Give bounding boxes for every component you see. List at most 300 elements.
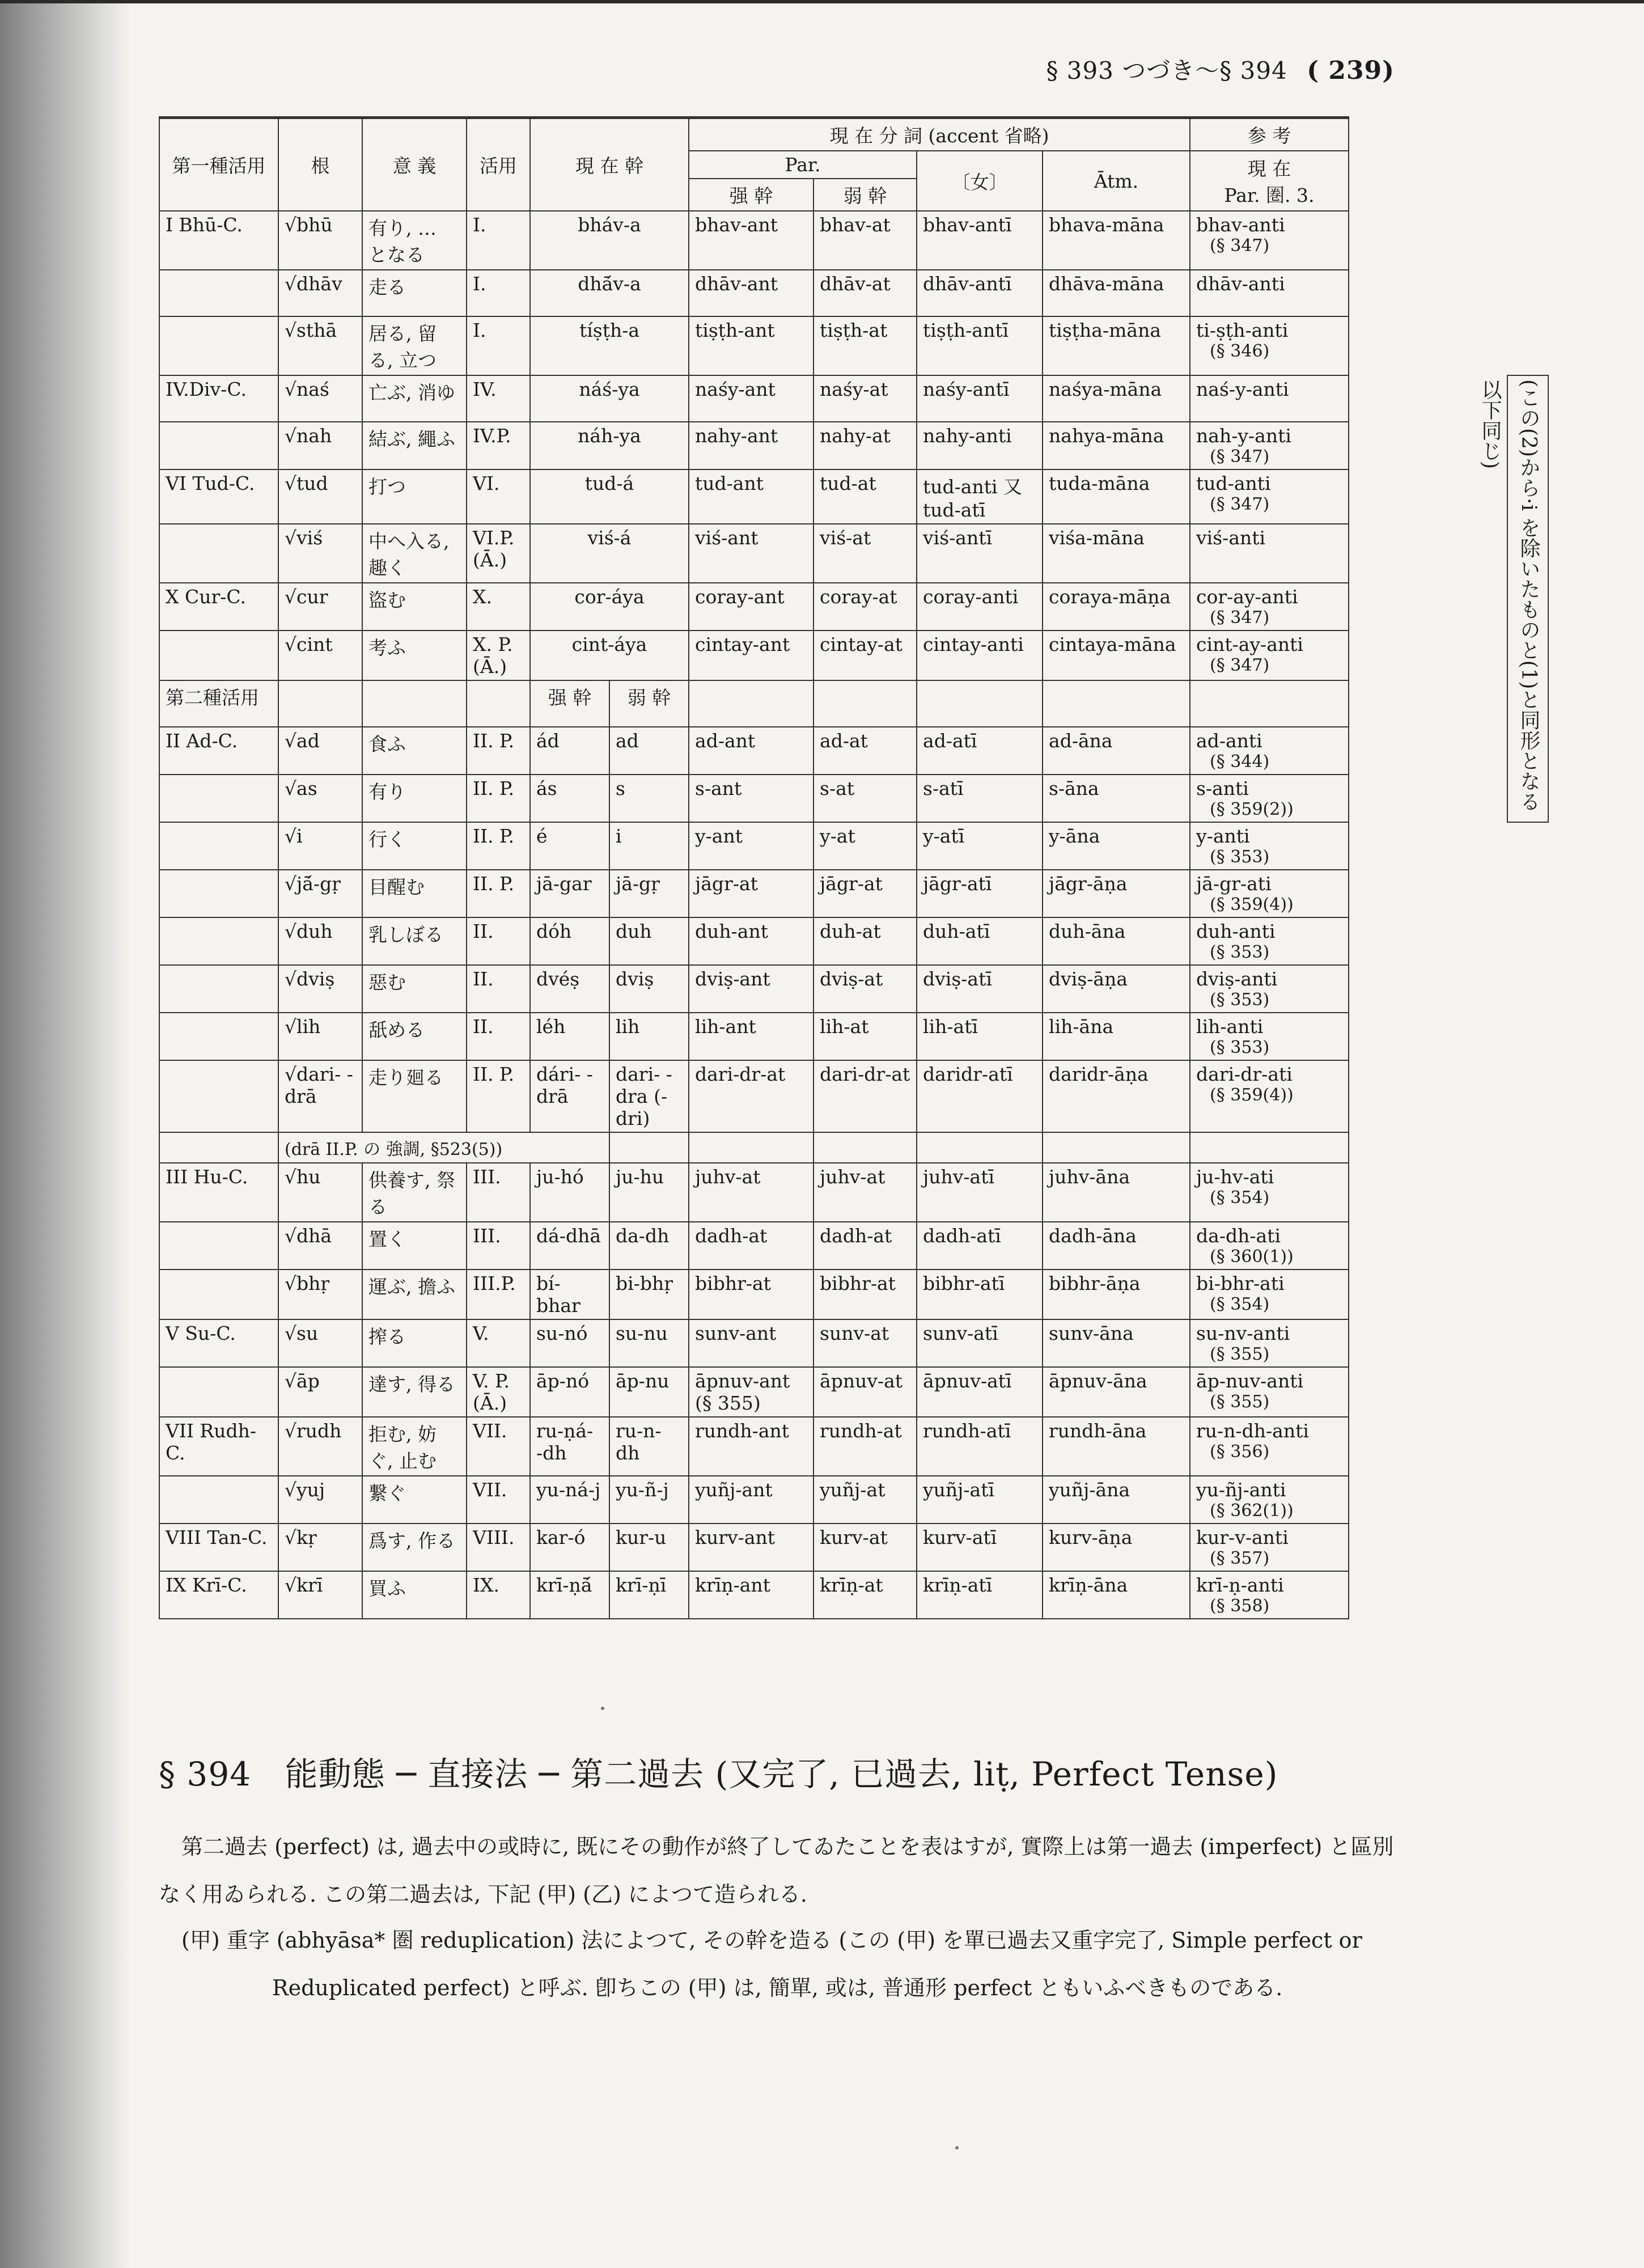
ref-form: viś-anti bbox=[1196, 527, 1266, 549]
atm-cell: bhava-māna bbox=[1043, 211, 1190, 270]
atm-cell: sunv-āna bbox=[1043, 1319, 1190, 1367]
ref-cell bbox=[1190, 524, 1349, 583]
meaning-cell: 亡ぶ, 消ゆ bbox=[362, 375, 467, 422]
weak-stem-cell: duh bbox=[609, 917, 689, 965]
fem-cell: dviṣ-atī bbox=[917, 965, 1043, 1013]
weak-stem-cell: yu-ñ-j bbox=[609, 1476, 689, 1524]
strong-cell: tud-ant bbox=[689, 469, 813, 524]
strong-cell: dari-dr-at bbox=[689, 1060, 813, 1132]
weak-cell: yuñj-at bbox=[813, 1476, 917, 1524]
strong-stem-cell: é bbox=[530, 822, 609, 870]
root-note: (drā II.P. の 強調, §523(5)) bbox=[278, 1132, 609, 1163]
conj-cell: III. bbox=[467, 1163, 530, 1222]
conj-cell: II. bbox=[467, 965, 530, 1013]
meaning-cell: 舐める bbox=[362, 1013, 467, 1060]
class-cell bbox=[159, 524, 278, 583]
weak-cell: nahy-at bbox=[813, 422, 917, 469]
weak-stem-cell: bi-bhṛ bbox=[609, 1270, 689, 1319]
class-cell: II Ad-C. bbox=[159, 727, 278, 775]
strong-cell: lih-ant bbox=[689, 1013, 813, 1060]
ref-section: (§ 354) bbox=[1210, 1188, 1270, 1208]
strong-cell: dadh-at bbox=[689, 1222, 813, 1270]
class-cell: VIII Tan-C. bbox=[159, 1524, 278, 1571]
table-row bbox=[159, 965, 1349, 1013]
stem-cell: cint-áya bbox=[530, 631, 689, 680]
class-cell bbox=[159, 270, 278, 316]
ref-cell bbox=[1190, 965, 1349, 1013]
fem-cell: cintay-anti bbox=[917, 631, 1043, 680]
strong-stem-cell: dvéṣ bbox=[530, 965, 609, 1013]
strong-cell: ad-ant bbox=[689, 727, 813, 775]
table-row bbox=[159, 727, 1349, 775]
strong-stem-cell: ád bbox=[530, 727, 609, 775]
root-cell: √as bbox=[278, 775, 362, 822]
strong-cell: cintay-ant bbox=[689, 631, 813, 680]
ref-cell bbox=[1190, 631, 1349, 680]
ref-cell bbox=[1190, 375, 1349, 422]
conj-cell: IV.P. bbox=[467, 422, 530, 469]
conj-cell: V. P. (Ā.) bbox=[467, 1367, 530, 1417]
ref-form: nah-y-anti bbox=[1196, 425, 1291, 447]
class-cell: V Su-C. bbox=[159, 1319, 278, 1367]
fem-cell: lih-atī bbox=[917, 1013, 1043, 1060]
meaning-cell: 有り, … となる bbox=[362, 211, 467, 270]
strong-cell: bibhr-at bbox=[689, 1270, 813, 1319]
ref-section: (§ 347) bbox=[1210, 236, 1270, 256]
ref-form: jā-gr-ati bbox=[1196, 873, 1272, 895]
meaning-cell: 運ぶ, 擔ふ bbox=[362, 1270, 467, 1319]
stem-cell: viś-á bbox=[530, 524, 689, 583]
class-cell bbox=[159, 1476, 278, 1524]
strong-cell: yuñj-ant bbox=[689, 1476, 813, 1524]
weak-cell: rundh-at bbox=[813, 1417, 917, 1476]
conj-cell: II. P. bbox=[467, 727, 530, 775]
conj-cell: V. bbox=[467, 1319, 530, 1367]
ref-cell bbox=[1190, 727, 1349, 775]
strong-stem-cell: yu-ná-j bbox=[530, 1476, 609, 1524]
weak-cell: duh-at bbox=[813, 917, 917, 965]
root-cell: √āp bbox=[278, 1367, 362, 1417]
strong-stem-cell: jā-gar bbox=[530, 870, 609, 917]
meaning-cell: 買ふ bbox=[362, 1571, 467, 1619]
strong-stem-cell: krī-ṇā́ bbox=[530, 1571, 609, 1619]
root-cell: √naś bbox=[278, 375, 362, 422]
stem-strong-head: 强 幹 bbox=[530, 680, 609, 727]
blank-cell bbox=[609, 1132, 689, 1163]
meaning-cell: 供養す, 祭る bbox=[362, 1163, 467, 1222]
class-cell bbox=[159, 870, 278, 917]
fem-cell: rundh-atī bbox=[917, 1417, 1043, 1476]
meaning-cell: 居る, 留る, 立つ bbox=[362, 316, 467, 375]
blank-cell bbox=[813, 1132, 917, 1163]
atm-cell: ad-āna bbox=[1043, 727, 1190, 775]
section-number: § 394 bbox=[159, 1755, 252, 1793]
ref-form: ad-anti bbox=[1196, 730, 1262, 752]
fem-cell: jāgr-atī bbox=[917, 870, 1043, 917]
weak-stem-cell: i bbox=[609, 822, 689, 870]
strong-cell: viś-ant bbox=[689, 524, 813, 583]
table-row bbox=[159, 870, 1349, 917]
root-cell: √rudh bbox=[278, 1417, 362, 1476]
root-cell: √dviṣ bbox=[278, 965, 362, 1013]
strong-cell: s-ant bbox=[689, 775, 813, 822]
class-cell bbox=[159, 1270, 278, 1319]
fem-cell: bhav-antī bbox=[917, 211, 1043, 270]
class-cell: IV.Div-C. bbox=[159, 375, 278, 422]
table-row bbox=[159, 316, 1349, 375]
blank-cell bbox=[1190, 1132, 1349, 1163]
stem-cell: tud-á bbox=[530, 469, 689, 524]
table-row bbox=[159, 469, 1349, 524]
strong-cell: tiṣṭh-ant bbox=[689, 316, 813, 375]
root-cell: √yuj bbox=[278, 1476, 362, 1524]
table-row bbox=[159, 1270, 1349, 1319]
strong-cell: dhāv-ant bbox=[689, 270, 813, 316]
root-cell: √lih bbox=[278, 1013, 362, 1060]
ref-form: kur-v-anti bbox=[1196, 1526, 1289, 1548]
root-cell: √kṛ bbox=[278, 1524, 362, 1571]
meaning-cell: 繋ぐ bbox=[362, 1476, 467, 1524]
class-cell bbox=[159, 1222, 278, 1270]
col-ref-sub bbox=[1190, 151, 1349, 211]
conj-cell: X. bbox=[467, 583, 530, 631]
ref-section: (§ 362(1)) bbox=[1210, 1501, 1294, 1521]
weak-cell: sunv-at bbox=[813, 1319, 917, 1367]
atm-cell: lih-āna bbox=[1043, 1013, 1190, 1060]
weak-cell: jāgr-at bbox=[813, 870, 917, 917]
weak-cell: bibhr-at bbox=[813, 1270, 917, 1319]
root-cell: √i bbox=[278, 822, 362, 870]
col-atm: Ātm. bbox=[1043, 151, 1190, 211]
conj-cell: VII. bbox=[467, 1417, 530, 1476]
root-cell: √tud bbox=[278, 469, 362, 524]
ref-form: dhāv-anti bbox=[1196, 273, 1285, 295]
fem-cell: dadh-atī bbox=[917, 1222, 1043, 1270]
table-row bbox=[159, 583, 1349, 631]
note-row bbox=[159, 1132, 1349, 1163]
fem-cell: ad-atī bbox=[917, 727, 1043, 775]
table-row bbox=[159, 1524, 1349, 1571]
ref-cell bbox=[1190, 1571, 1349, 1619]
ref-cell bbox=[1190, 1524, 1349, 1571]
root-cell: √bhṛ bbox=[278, 1270, 362, 1319]
root-cell: √viś bbox=[278, 524, 362, 583]
ref-section: (§ 353) bbox=[1210, 942, 1270, 962]
weak-cell: dadh-at bbox=[813, 1222, 917, 1270]
ref-section: (§ 347) bbox=[1210, 447, 1270, 467]
strong-cell: kurv-ant bbox=[689, 1524, 813, 1571]
page-number: ( 239) bbox=[1307, 56, 1395, 85]
atm-cell: cintaya-māna bbox=[1043, 631, 1190, 680]
ref-section: (§ 347) bbox=[1210, 494, 1270, 514]
atm-cell: dhāva-māna bbox=[1043, 270, 1190, 316]
ref-section: (§ 346) bbox=[1210, 341, 1270, 361]
fem-cell: dhāv-antī bbox=[917, 270, 1043, 316]
conj-cell: II. bbox=[467, 917, 530, 965]
ref-cell bbox=[1190, 775, 1349, 822]
strong-stem-cell: ás bbox=[530, 775, 609, 822]
atm-cell: viśa-māna bbox=[1043, 524, 1190, 583]
stem-cell: bháv-a bbox=[530, 211, 689, 270]
atm-cell: jāgr-āṇa bbox=[1043, 870, 1190, 917]
root-cell: √bhū bbox=[278, 211, 362, 270]
ref-form: ju-hv-ati bbox=[1196, 1166, 1274, 1188]
meaning-cell: 結ぶ, 繩ふ bbox=[362, 422, 467, 469]
ref-section: (§ 354) bbox=[1210, 1294, 1270, 1314]
conj-cell: IV. bbox=[467, 375, 530, 422]
stem-cell: náś-ya bbox=[530, 375, 689, 422]
weak-cell: dari-dr-at bbox=[813, 1060, 917, 1132]
ref-cell bbox=[1190, 1222, 1349, 1270]
fem-cell: tud-anti 又 tud-atī bbox=[917, 469, 1043, 524]
ref-form: da-dh-ati bbox=[1196, 1225, 1281, 1247]
weak-cell: juhv-at bbox=[813, 1163, 917, 1222]
section-title: 能動態 ─ 直接法 ─ 第二過去 (又完了, 已過去, liṭ, Perfect Tense) bbox=[285, 1755, 1278, 1793]
table-row bbox=[159, 1060, 1349, 1132]
col-meaning: 意 義 bbox=[362, 118, 467, 211]
blank-cell bbox=[278, 680, 362, 727]
meaning-cell: 目醒む bbox=[362, 870, 467, 917]
strong-cell: āpnuv-ant (§ 355) bbox=[689, 1367, 813, 1417]
ref-cell bbox=[1190, 917, 1349, 965]
table-row bbox=[159, 1163, 1349, 1222]
ref-cell bbox=[1190, 1476, 1349, 1524]
root-cell: √nah bbox=[278, 422, 362, 469]
weak-stem-cell: jā-gṛ bbox=[609, 870, 689, 917]
atm-cell: daridr-āṇa bbox=[1043, 1060, 1190, 1132]
stem-cell: náh-ya bbox=[530, 422, 689, 469]
root-cell: √duh bbox=[278, 917, 362, 965]
blank-cell bbox=[813, 680, 917, 727]
atm-cell: āpnuv-āna bbox=[1043, 1367, 1190, 1417]
top-rule bbox=[0, 0, 1644, 3]
table-row bbox=[159, 1013, 1349, 1060]
fem-cell: coray-anti bbox=[917, 583, 1043, 631]
col-conj: 活用 bbox=[467, 118, 530, 211]
strong-stem-cell: ru-ṇá- -dh bbox=[530, 1417, 609, 1476]
table-row bbox=[159, 917, 1349, 965]
strong-stem-cell: léh bbox=[530, 1013, 609, 1060]
ref-form: s-anti bbox=[1196, 777, 1249, 799]
col-fem: 〔女〕 bbox=[917, 151, 1043, 211]
ref-form: dviṣ-anti bbox=[1196, 968, 1278, 990]
ref-cell bbox=[1190, 1417, 1349, 1476]
root-cell: √cur bbox=[278, 583, 362, 631]
weak-cell: dhāv-at bbox=[813, 270, 917, 316]
group1-body bbox=[159, 211, 1349, 680]
ref-cell bbox=[1190, 1060, 1349, 1132]
blank-cell bbox=[1043, 680, 1190, 727]
root-cell: √sthā bbox=[278, 316, 362, 375]
fem-cell: nahy-anti bbox=[917, 422, 1043, 469]
table-row bbox=[159, 422, 1349, 469]
root-cell: √jā́-gṛ bbox=[278, 870, 362, 917]
stem-cell: tíṣṭh-a bbox=[530, 316, 689, 375]
strong-stem-cell: su-nó bbox=[530, 1319, 609, 1367]
meaning-cell: 走り廻る bbox=[362, 1060, 467, 1132]
conj-cell: II. P. bbox=[467, 870, 530, 917]
meaning-cell: 搾る bbox=[362, 1319, 467, 1367]
blank-cell bbox=[689, 680, 813, 727]
ref-section: (§ 360(1)) bbox=[1210, 1247, 1294, 1267]
weak-stem-cell: krī-ṇī bbox=[609, 1571, 689, 1619]
ref-cell bbox=[1190, 1163, 1349, 1222]
table-row bbox=[159, 211, 1349, 270]
table-row bbox=[159, 631, 1349, 680]
group2-body bbox=[159, 680, 1349, 1619]
table-row bbox=[159, 1571, 1349, 1619]
fem-cell: yuñj-atī bbox=[917, 1476, 1043, 1524]
atm-cell: rundh-āna bbox=[1043, 1417, 1190, 1476]
strong-cell: rundh-ant bbox=[689, 1417, 813, 1476]
table-row bbox=[159, 1319, 1349, 1367]
ref-cell bbox=[1190, 1013, 1349, 1060]
ref-section: (§ 347) bbox=[1210, 608, 1270, 628]
conj-cell: II. P. bbox=[467, 1060, 530, 1132]
weak-stem-cell: su-nu bbox=[609, 1319, 689, 1367]
col-ref: 参 考 bbox=[1190, 118, 1349, 151]
conj-cell: I. bbox=[467, 270, 530, 316]
ref-form: su-nv-anti bbox=[1196, 1322, 1290, 1344]
ref-form: y-anti bbox=[1196, 825, 1250, 847]
root-cell: √hu bbox=[278, 1163, 362, 1222]
atm-cell: s-āna bbox=[1043, 775, 1190, 822]
fem-cell: s-atī bbox=[917, 775, 1043, 822]
weak-stem-cell: kur-u bbox=[609, 1524, 689, 1571]
ref-section: (§ 358) bbox=[1210, 1596, 1270, 1616]
ref-form: yu-ñj-anti bbox=[1196, 1479, 1286, 1501]
table-row bbox=[159, 524, 1349, 583]
stem-cell: cor-áya bbox=[530, 583, 689, 631]
strong-stem-cell: dóh bbox=[530, 917, 609, 965]
ref-section: (§ 357) bbox=[1210, 1548, 1270, 1568]
atm-cell: coraya-māṇa bbox=[1043, 583, 1190, 631]
root-cell: √dhā bbox=[278, 1222, 362, 1270]
speck bbox=[601, 1707, 604, 1710]
atm-cell: nahya-māna bbox=[1043, 422, 1190, 469]
meaning-cell: 打つ bbox=[362, 469, 467, 524]
root-cell: √dari- -drā bbox=[278, 1060, 362, 1132]
conj-cell: VI.P. (Ā.) bbox=[467, 524, 530, 583]
class-cell bbox=[159, 1013, 278, 1060]
class-cell bbox=[159, 822, 278, 870]
strong-cell: krīṇ-ant bbox=[689, 1571, 813, 1619]
weak-cell: kurv-at bbox=[813, 1524, 917, 1571]
ref-cell bbox=[1190, 211, 1349, 270]
page-edge-shadow bbox=[0, 0, 130, 2268]
strong-cell: dviṣ-ant bbox=[689, 965, 813, 1013]
weak-stem-cell: dari- -dra (-dri) bbox=[609, 1060, 689, 1132]
root-cell: √dhāv bbox=[278, 270, 362, 316]
meaning-cell: 盜む bbox=[362, 583, 467, 631]
atm-cell: kurv-āṇa bbox=[1043, 1524, 1190, 1571]
atm-cell: krīṇ-āna bbox=[1043, 1571, 1190, 1619]
class-cell bbox=[159, 316, 278, 375]
ref-section: (§ 355) bbox=[1210, 1392, 1270, 1412]
blank-cell bbox=[917, 680, 1043, 727]
table-row bbox=[159, 1367, 1349, 1417]
fem-cell: kurv-atī bbox=[917, 1524, 1043, 1571]
blank-cell bbox=[159, 1132, 278, 1163]
ref-form: bhav-anti bbox=[1196, 214, 1285, 236]
ref-section: (§ 347) bbox=[1210, 655, 1270, 675]
weak-cell: s-at bbox=[813, 775, 917, 822]
meaning-cell: 拒む, 妨ぐ, 止む bbox=[362, 1417, 467, 1476]
weak-cell: y-at bbox=[813, 822, 917, 870]
class-cell bbox=[159, 917, 278, 965]
fem-cell: duh-atī bbox=[917, 917, 1043, 965]
weak-stem-cell: ju-hu bbox=[609, 1163, 689, 1222]
ref-sub-2: Par. 圏. 3. bbox=[1224, 184, 1315, 206]
class-cell bbox=[159, 1060, 278, 1132]
ref-form: cor-ay-anti bbox=[1196, 586, 1298, 608]
ref-form: cint-ay-anti bbox=[1196, 633, 1303, 655]
ref-sub-1: 現 在 bbox=[1247, 158, 1291, 180]
table-row bbox=[159, 822, 1349, 870]
col-par: Par. bbox=[689, 151, 917, 179]
class-cell bbox=[159, 965, 278, 1013]
conj-cell: III. bbox=[467, 1222, 530, 1270]
fem-cell: juhv-atī bbox=[917, 1163, 1043, 1222]
fem-cell: āpnuv-atī bbox=[917, 1367, 1043, 1417]
col-participle: 現 在 分 詞 (accent 省略) bbox=[689, 118, 1190, 151]
fem-cell: naśy-antī bbox=[917, 375, 1043, 422]
strong-cell: y-ant bbox=[689, 822, 813, 870]
strong-stem-cell: bí-bhar bbox=[530, 1270, 609, 1319]
ref-form: tud-anti bbox=[1196, 472, 1271, 494]
strong-stem-cell: kar-ó bbox=[530, 1524, 609, 1571]
atm-cell: bibhr-āṇa bbox=[1043, 1270, 1190, 1319]
ref-cell bbox=[1190, 1270, 1349, 1319]
strong-cell: naśy-ant bbox=[689, 375, 813, 422]
fem-cell: daridr-atī bbox=[917, 1060, 1043, 1132]
ref-section: (§ 353) bbox=[1210, 847, 1270, 867]
strong-stem-cell: āp-nó bbox=[530, 1367, 609, 1417]
fem-cell: y-atī bbox=[917, 822, 1043, 870]
strong-stem-cell: dá-dhā bbox=[530, 1222, 609, 1270]
class-cell: III Hu-C. bbox=[159, 1163, 278, 1222]
weak-stem-cell: lih bbox=[609, 1013, 689, 1060]
paragraph-1: 第二過去 (perfect) は, 過去中の或時に, 既にその動作が終了してゐたことを表はすが, 實際上は第一過去 (imperfect) と區別なく用ゐられる. この第二過去は, 下記 (甲) (乙) によつて造られる. bbox=[159, 1834, 1394, 1907]
root-cell: √krī bbox=[278, 1571, 362, 1619]
strong-cell: duh-ant bbox=[689, 917, 813, 965]
conjugation-table-wrap bbox=[159, 116, 1540, 1698]
ref-section: (§ 344) bbox=[1210, 752, 1270, 772]
conj-cell: III.P. bbox=[467, 1270, 530, 1319]
root-cell: √ad bbox=[278, 727, 362, 775]
class-cell: VI Tud-C. bbox=[159, 469, 278, 524]
strong-stem-cell: dári- -drā bbox=[530, 1060, 609, 1132]
blank-cell bbox=[362, 680, 467, 727]
conj-cell: II. P. bbox=[467, 775, 530, 822]
table-row bbox=[159, 1222, 1349, 1270]
conj-cell: I. bbox=[467, 211, 530, 270]
weak-cell: dviṣ-at bbox=[813, 965, 917, 1013]
ref-cell bbox=[1190, 1319, 1349, 1367]
atm-cell: dadh-āna bbox=[1043, 1222, 1190, 1270]
fem-cell: bibhr-atī bbox=[917, 1270, 1043, 1319]
ref-form: ti-ṣṭh-anti bbox=[1196, 319, 1289, 341]
meaning-cell: 食ふ bbox=[362, 727, 467, 775]
atm-cell: dviṣ-āṇa bbox=[1043, 965, 1190, 1013]
class-cell bbox=[159, 631, 278, 680]
strong-stem-cell: ju-hó bbox=[530, 1163, 609, 1222]
weak-cell: ad-at bbox=[813, 727, 917, 775]
weak-cell: bhav-at bbox=[813, 211, 917, 270]
ref-cell bbox=[1190, 422, 1349, 469]
ref-cell bbox=[1190, 316, 1349, 375]
meaning-cell: 置く bbox=[362, 1222, 467, 1270]
